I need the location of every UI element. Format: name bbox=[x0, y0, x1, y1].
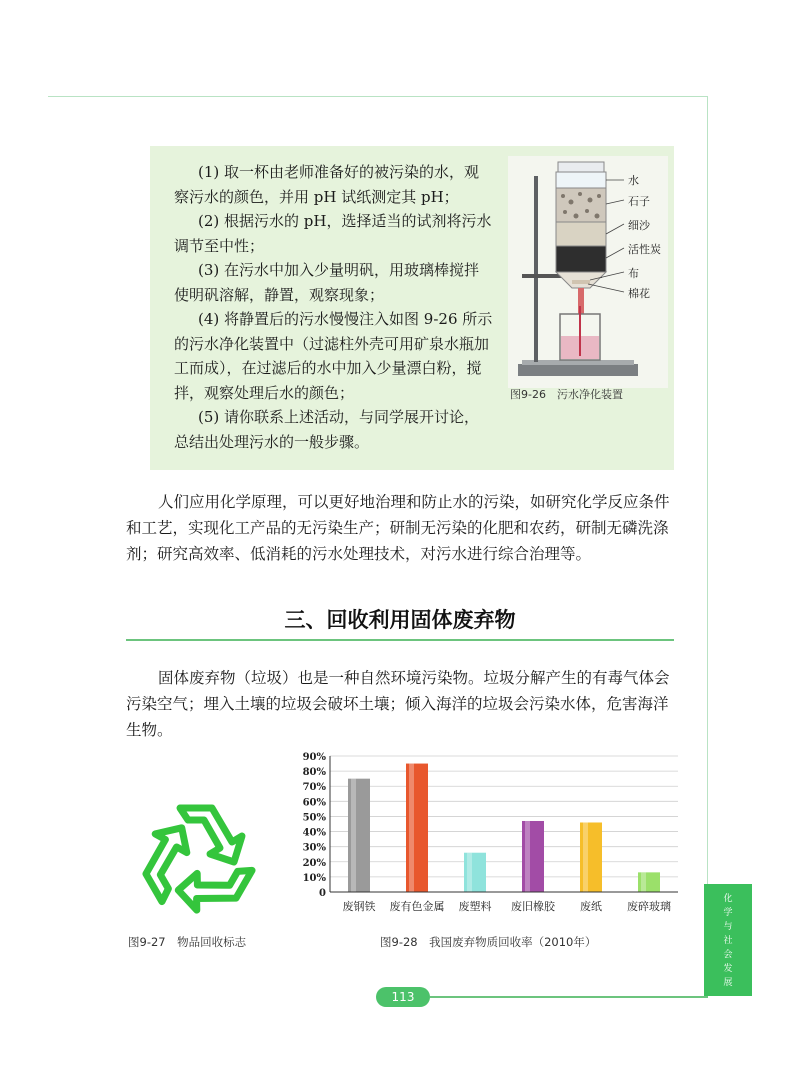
bar-highlight bbox=[409, 764, 414, 892]
bar-highlight bbox=[583, 822, 588, 892]
chapter-tab-char: 展 bbox=[723, 978, 733, 988]
label-cloth: 布 bbox=[628, 267, 639, 280]
recycle-icon bbox=[124, 786, 272, 926]
x-category-label: 废塑料 bbox=[458, 900, 492, 913]
bar-highlight bbox=[641, 872, 646, 892]
section-divider bbox=[126, 639, 674, 641]
bar-highlight bbox=[467, 853, 472, 892]
chapter-tab-char: 发 bbox=[723, 964, 733, 974]
y-tick-label: 30% bbox=[302, 842, 326, 854]
chapter-tab-char: 社 bbox=[723, 936, 733, 946]
y-tick-label: 70% bbox=[302, 782, 326, 794]
x-category-label: 废有色金属 bbox=[389, 900, 445, 913]
bar-highlight bbox=[351, 779, 356, 892]
step-item: (4) 将静置后的污水慢慢注入如图 9-26 所示的污水净化装置中（过滤柱外壳可用矿泉水瓶加工而成），在过滤后的水中加入少量漂白粉，搅拌，观察处理后水的颜色； bbox=[174, 310, 493, 402]
step-item: (3) 在污水中加入少量明矾，用玻璃棒搅拌使明矾溶解，静置，观察现象； bbox=[174, 261, 480, 304]
section-title: 三、回收利用固体废弃物 bbox=[284, 608, 516, 632]
step-item: (5) 请你联系上述活动，与同学展开讨论，总结出处理污水的一般步骤。 bbox=[174, 408, 480, 451]
page-frame-top bbox=[48, 96, 708, 97]
label-stones: 石子 bbox=[628, 195, 650, 208]
figure-9-27-caption: 图9-27 物品回收标志 bbox=[128, 935, 247, 949]
water-purifier-illustration bbox=[508, 156, 668, 388]
chapter-tab-char: 学 bbox=[723, 908, 733, 918]
paragraph-solid-waste: 固体废弃物（垃圾）也是一种自然环境污染物。垃圾分解产生的有毒气体会污染空气；埋入土壤的垃圾会破坏土壤；倾入海洋的垃圾会污染水体，危害海洋生物。 bbox=[126, 669, 670, 739]
figure-9-28-caption: 图9-28 我国废弃物质回收率（2010年） bbox=[380, 935, 597, 949]
page-number: 113 bbox=[376, 987, 430, 1007]
bar-highlight bbox=[525, 821, 530, 892]
y-tick-label: 0 bbox=[319, 888, 326, 899]
x-category-label: 废钢铁 bbox=[342, 900, 376, 913]
chapter-tab-char: 化 bbox=[723, 894, 733, 904]
x-category-label: 废碎玻璃 bbox=[627, 900, 671, 913]
y-tick-label: 40% bbox=[302, 827, 326, 839]
recycling-rate-chart bbox=[290, 744, 690, 932]
label-activated-carbon: 活性炭 bbox=[628, 243, 661, 256]
paragraph-water-treatment: 人们应用化学原理，可以更好地治理和防止水的污染，如研究化学反应条件和工艺，实现化工产品的无污染生产；研制无污染的化肥和农药，研制无磷洗涤剂；研究高效率、低消耗的污水处理技术，对污水进行综合治理等。 bbox=[126, 493, 670, 563]
chapter-tab bbox=[704, 884, 752, 996]
footer-line bbox=[430, 996, 708, 998]
y-tick-label: 10% bbox=[302, 872, 326, 884]
page-frame-right bbox=[707, 96, 708, 996]
label-cotton: 棉花 bbox=[628, 287, 650, 300]
chapter-tab-char: 会 bbox=[723, 950, 733, 960]
label-sand: 细沙 bbox=[628, 219, 650, 232]
activity-steps bbox=[174, 160, 494, 454]
y-tick-label: 50% bbox=[302, 812, 326, 824]
x-category-label: 废纸 bbox=[580, 900, 602, 913]
y-tick-label: 80% bbox=[302, 767, 326, 779]
water-purifier-figure bbox=[508, 156, 668, 388]
chapter-tab-label bbox=[722, 892, 734, 990]
step-item: (1) 取一杯由老师准备好的被污染的水，观察污水的颜色，并用 pH 试纸测定其 pH； bbox=[174, 163, 480, 206]
x-category-label: 废旧橡胶 bbox=[511, 900, 555, 913]
figure-9-26-caption: 图9-26 污水净化装置 bbox=[510, 388, 623, 401]
y-tick-label: 20% bbox=[302, 857, 326, 869]
activity-box bbox=[150, 146, 674, 470]
chapter-tab-char: 与 bbox=[723, 922, 733, 932]
step-item: (2) 根据污水的 pH，选择适当的试剂将污水调节至中性； bbox=[174, 212, 492, 255]
y-tick-label: 60% bbox=[302, 797, 326, 809]
label-water: 水 bbox=[628, 174, 639, 187]
y-tick-label: 90% bbox=[302, 752, 326, 763]
